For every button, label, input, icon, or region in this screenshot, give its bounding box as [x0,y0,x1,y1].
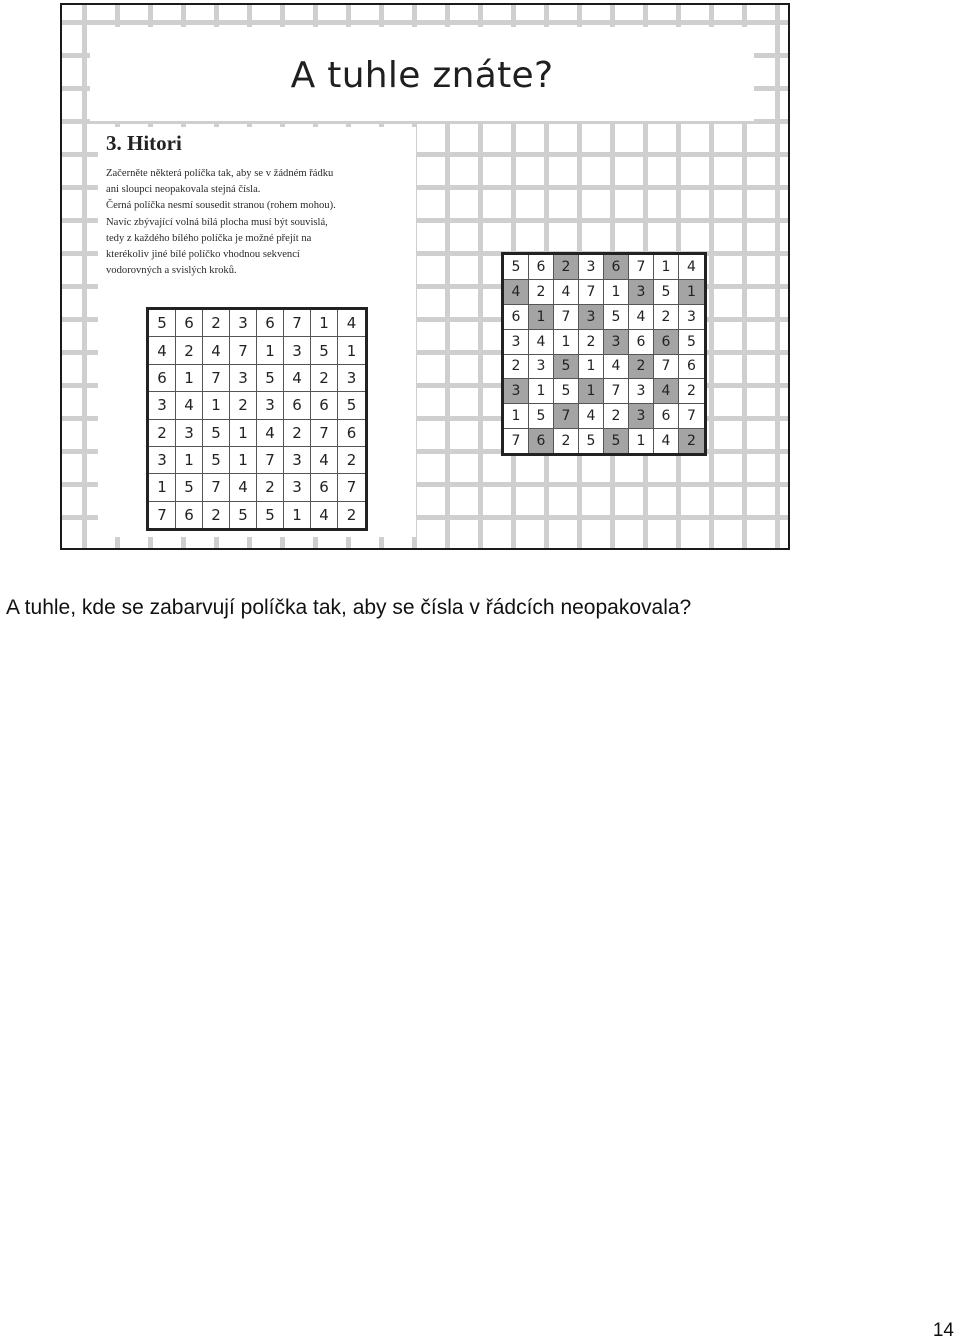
grid-cell: 1 [230,447,257,474]
grid-cell: 4 [311,447,338,474]
grid-cell: 5 [504,255,529,280]
grid-cell: 4 [203,337,230,364]
grid-cell: 7 [554,305,579,330]
grid-cell: 4 [176,392,203,419]
grid-cell: 5 [679,330,704,355]
grid-cell: 6 [176,502,203,528]
grid-cell: 2 [149,420,176,447]
grid-cell: 2 [579,330,604,355]
grid-cell: 6 [257,310,284,337]
grid-cell: 3 [604,330,629,355]
grid-cell: 7 [311,420,338,447]
grid-cell: 5 [203,420,230,447]
grid-cell: 5 [257,502,284,528]
grid-cell: 5 [203,447,230,474]
grid-cell: 3 [629,280,654,305]
grid-cell: 4 [338,310,365,337]
grid-cell: 2 [629,355,654,380]
solution-grid [501,252,707,456]
grid-cell: 1 [176,365,203,392]
grid-cell: 1 [604,280,629,305]
grid-cell: 3 [579,305,604,330]
grid-cell: 3 [629,404,654,429]
grid-cell: 6 [504,305,529,330]
grid-cell: 3 [176,420,203,447]
grid-cell: 4 [679,255,704,280]
grid-cell: 3 [149,447,176,474]
grid-cell: 5 [554,355,579,380]
grid-cell: 4 [284,365,311,392]
grid-cell: 2 [176,337,203,364]
grid-cell: 5 [230,502,257,528]
grid-cell: 4 [579,404,604,429]
grid-cell: 4 [504,280,529,305]
grid-cell: 5 [604,429,629,453]
grid-cell: 2 [346,505,357,524]
grid-cell: 4 [529,330,554,355]
grid-cell: 1 [149,474,176,501]
grid-cell: 4 [230,474,257,501]
grid-cell: 6 [604,255,629,280]
grid-cell: 4 [629,305,654,330]
grid-cell: 3 [338,365,365,392]
grid-cell: 1 [203,392,230,419]
grid-cell: 1 [654,255,679,280]
grid-cell: 1 [311,310,338,337]
rules-line: ani sloupci neopakovala stejná čísla. [106,184,261,196]
grid-cell: 2 [257,474,284,501]
grid-cell: 5 [554,379,579,404]
puzzle-grid [146,307,368,531]
grid-cell: 6 [176,310,203,337]
grid-cell: 3 [284,474,311,501]
grid-cell: 3 [257,392,284,419]
puzzle-heading: 3. Hitori [106,131,182,155]
grid-cell: 6 [654,404,679,429]
grid-cell: 6 [679,355,704,380]
slide-image [60,3,790,550]
grid-cell: 7 [203,365,230,392]
grid-cell: 2 [311,365,338,392]
grid-cell: 2 [604,404,629,429]
grid-cell: 7 [579,280,604,305]
grid-cell: 4 [149,337,176,364]
grid-cell: 2 [679,429,704,453]
grid-cell: 6 [629,330,654,355]
grid-cell: 2 [338,447,365,474]
slide-title: A tuhle znáte? [290,55,554,96]
grid-cell: 7 [604,379,629,404]
grid-cell: 2 [554,255,579,280]
grid-cell: 7 [149,502,176,528]
grid-cell: 5 [149,310,176,337]
grid-cell: 1 [579,379,604,404]
grid-cell: 7 [554,404,579,429]
grid-cell: 6 [311,474,338,501]
grid-cell: 6 [654,330,679,355]
page-number: 14 [932,1320,954,1341]
grid-cell: 3 [149,392,176,419]
grid-cell: 3 [504,330,529,355]
grid-cell: 5 [338,392,365,419]
grid-cell: 2 [654,305,679,330]
grid-cell: 1 [176,447,203,474]
grid-cell: 3 [230,310,257,337]
grid-cell: 2 [504,355,529,380]
grid-cell: 2 [679,379,704,404]
grid-cell: 2 [203,310,230,337]
rules-line: kterékoliv jiné bílé políčko vhodnou sekvencí [106,249,300,261]
grid-cell: 1 [629,429,654,453]
grid-cell: 4 [604,355,629,380]
grid-cell: 6 [338,420,365,447]
grid-cell: 6 [284,392,311,419]
title-band [90,27,754,121]
grid-cell: 1 [679,280,704,305]
grid-cell: 2 [203,502,230,528]
grid-cell: 3 [629,379,654,404]
grid-cell: 1 [284,502,311,528]
grid-cell: 1 [529,305,554,330]
rules-line: Začerněte některá políčka tak, aby se v žádném řádku [106,168,334,179]
grid-cell: 5 [311,337,338,364]
rules-line: Černá políčka nesmí sousedit stranou (rohem mohou). [106,200,336,212]
grid-cell: 4 [654,379,679,404]
grid-cell: 4 [311,502,338,528]
grid-cell: 1 [579,355,604,380]
grid-cell: 5 [654,280,679,305]
grid-cell: 7 [654,355,679,380]
grid-cell: 7 [679,404,704,429]
grid-cell: 5 [176,474,203,501]
grid-cell: 6 [529,255,554,280]
grid-cell: 5 [604,305,629,330]
caption-text: A tuhle, kde se zabarvují políčka tak, aby se čísla v řádcích neopakovala? [6,596,692,619]
rules-line: Navíc zbývající volná bílá plocha musí být souvislá, [106,216,328,228]
grid-cell: 6 [529,429,554,453]
grid-cell: 3 [284,447,311,474]
grid-cell: 6 [149,365,176,392]
rules-text [106,166,412,279]
grid-cell: 5 [529,404,554,429]
grid-cell: 2 [230,392,257,419]
grid-cell: 3 [504,379,529,404]
grid-cell: 3 [579,255,604,280]
grid-cell: 3 [230,365,257,392]
grid-cell: 1 [529,379,554,404]
grid-cell: 3 [529,355,554,380]
grid-cell: 2 [529,280,554,305]
grid-cell: 7 [338,474,365,501]
grid-cell: 7 [230,337,257,364]
grid-cell: 3 [284,337,311,364]
grid-cell: 1 [230,420,257,447]
grid-cell: 6 [311,392,338,419]
grid-cell: 7 [504,429,529,453]
grid-cell: 7 [203,474,230,501]
grid-cell: 7 [629,255,654,280]
grid-cell: 1 [257,337,284,364]
grid-cell: 2 [284,420,311,447]
grid-cell: 4 [654,429,679,453]
rules-line: tedy z každého bílého políčka je možné přejít na [106,232,312,244]
grid-cell: 1 [554,330,579,355]
grid-cell: 1 [338,337,365,364]
grid-cell: 7 [284,310,311,337]
grid-cell: 5 [579,429,604,453]
grid-cell: 2 [554,429,579,453]
grid-cell: 4 [554,280,579,305]
grid-cell: 4 [257,420,284,447]
grid-cell: 3 [679,305,704,330]
grid-cell: 7 [257,447,284,474]
rules-line: vodorovných a svislých kroků. [106,265,237,277]
grid-cell: 5 [257,365,284,392]
grid-cell: 1 [504,404,529,429]
